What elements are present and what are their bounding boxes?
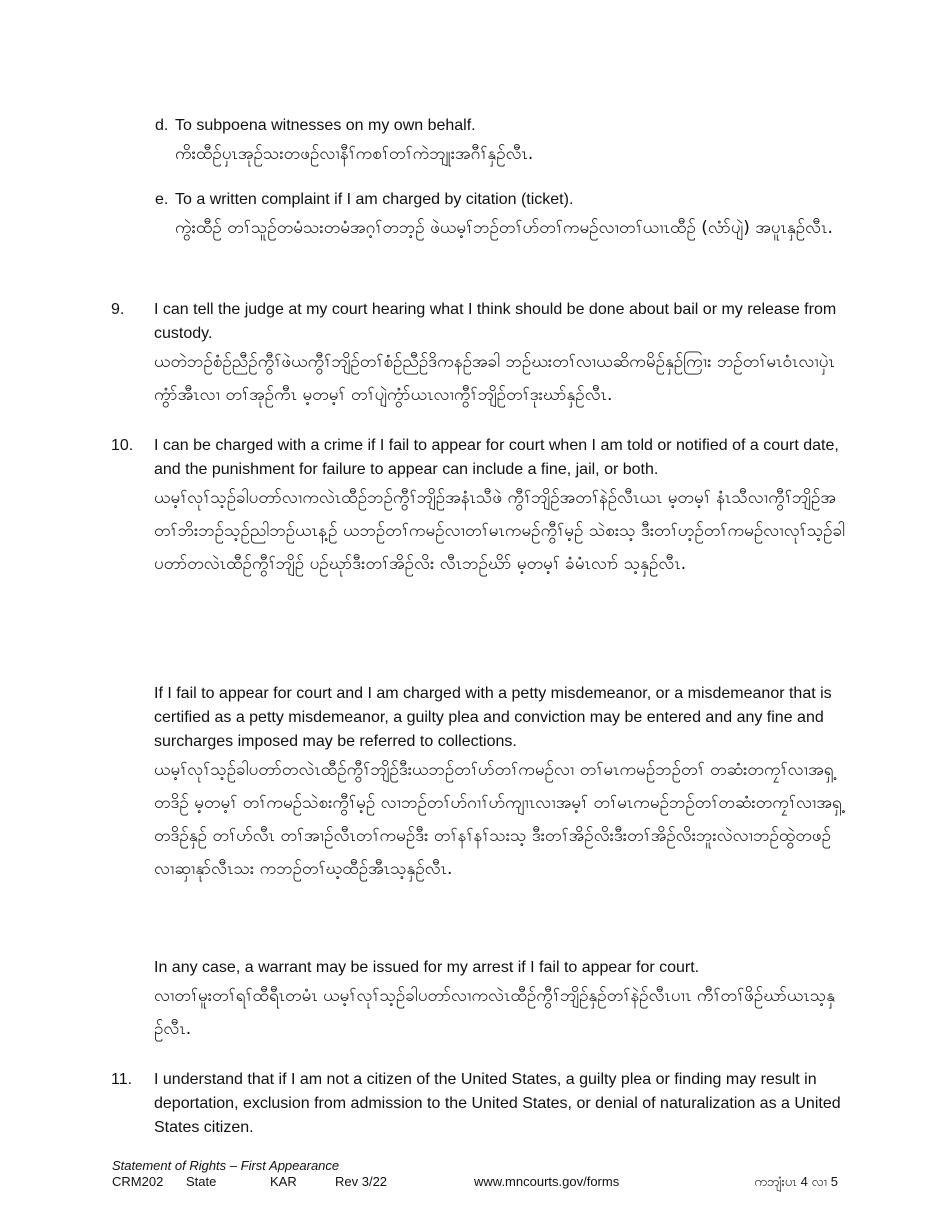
item-english-text: To subpoena witnesses on my own behalf. — [175, 117, 476, 134]
numbered-item-9 — [111, 298, 846, 412]
footer-jurisdiction: State — [186, 1174, 217, 1189]
footer-language-code: KAR — [270, 1174, 297, 1189]
footer-website-link[interactable]: www.mncourts.gov/forms — [474, 1174, 620, 1189]
page-footer — [112, 1158, 842, 1190]
item-number: 10. — [111, 437, 134, 454]
numbered-item-10 — [111, 434, 846, 581]
footer-revision: Rev 3/22 — [335, 1174, 388, 1189]
paragraph-english-text: In any case, a warrant may be issued for my arrest if I fail to appear for court. — [154, 959, 700, 976]
misdemeanor-paragraph — [154, 682, 844, 886]
numbered-item-11 — [111, 1068, 846, 1140]
paragraph-english-text: If I fail to appear for court and I am charged with a petty misdemeanor, or a misdemeanor that is certified as a petty misdemeanor, a guilty plea and conviction may be entered and any fine and surcharges imposed may be referred to collections. — [154, 685, 832, 750]
footer-page-number: ကဘျံးပၤ 4 လၢ 5 — [754, 1174, 838, 1189]
item-label: d. — [155, 117, 169, 134]
item-number: 11. — [111, 1071, 133, 1088]
item-karen-text: ယမ့ၢ်လုၢ်သ့ဉ်ခါပတာ်လၢကလဲၤထီဉ်ဘဉ်ကွီၢ်ဘျိဉ်အနံၤသီဖဲ ကွီၢ်ဘျိဉ်အတၢ်နဲဉ်လီၤယၤ မ့တမ့ၢ် နံၤသီလၢကွီၢ်ဘျိဉ်အတၢ်ဘိးဘဉ်သ့ဉ်ညါဘဉ်ယၤန့ဉ် ယဘဉ်တၢ်ကမဉ်လၢတၢ်မၤကမဉ်ကွီၢ်မ့ဉ် သဲစးသ့ ဒီးတၢ်ဟ့ဉ်တၢ်ကမဉ်လၢလုၢ်သ့ဉ်ခါပတာ်တလဲၤထီဉ်ကွီၢ်ဘျိဉ် ပဉ်ဃုာ်ဒီးတၢ်အိဉ်လိး လီၤဘဉ်ဃိာ် မ့တမ့ၢ် ခံမံၤလၢာ် သ့နှဉ်လီၤ. — [154, 488, 846, 574]
warrant-paragraph — [154, 956, 844, 1046]
item-karen-text: ကိးထီဉ်ပှၤအုဉ်သးတဖဉ်လၢနီၢ်ကစၢ်တၢ်ကဲဘျုးအဂီၢ်နှဉ်လီၤ. — [175, 144, 534, 164]
item-number: 9. — [111, 301, 125, 318]
item-english-text: To a written complaint if I am charged by citation (ticket). — [175, 191, 574, 208]
item-english-text: I can be charged with a crime if I fail to appear for court when I am told or notified of a court date, and the punishment for failure to appear can include a fine, jail, or both. — [154, 437, 839, 478]
paragraph-karen-text: လၢတၢ်မူးတၢ်ရၢ်ထီရီၤတမံၤ ယမ့ၢ်လုၢ်သ့ဉ်ခါပတာ်လၢကလဲၤထီဉ်ကွီၢ်ဘျိဉ်နှဉ်တၢ်နဲဉ်လီၤပၢၤ ကီၢ်တၢ်ဖိဉ်ဃာ်ယၤသ့နှဉ်လီၤ. — [154, 986, 835, 1039]
item-english-text: I understand that if I am not a citizen of the United States, a guilty plea or finding may result in deportation, exclusion from admission to the United States, or denial of naturalization as a United States citizen. — [154, 1071, 841, 1136]
right-item-d — [155, 114, 845, 171]
item-karen-text: ကွဲးထီဉ် တၢ်သူဉ်တမံသးတမံအဂ့ၢ်တဘ့ဉ် ဖဲယမ့ၢ်ဘဉ်တၢ်ဟ်တၢ်ကမဉ်လၢတၢ်ယၢၤထီဉ် (လံာ်ပျဲ) အပူၤနှဉ်လီၤ. — [175, 218, 833, 238]
paragraph-karen-text: ယမ့ၢ်လုၢ်သ့ဉ်ခါပတာ်တလဲၤထီဉ်ကွီၢ်ဘျိဉ်ဒီးယဘဉ်တၢ်ဟ်တၢ်ကမဉ်လၢ တၢ်မၤကမဉ်ဘဉ်တၢ် တဆံးတကၠၢ်လၢအရှ့တဒိဉ် မ့တမ့ၢ် တၢ်ကမဉ်သဲစးကွီၢ်မ့ဉ် လၢဘဉ်တၢ်ဟ်ဂၢၢ်ဟ်ကျၢၤလၢအမ့ၢ် တၢ်မၤကမဉ်ဘဉ်တၢ်တဆံးတကၠၢ်လၢအရှ့တဒိဉ်နှဉ် တၢ်ဟ်လီၤ တၢ်အၢဉ်လီၤတၢ်ကမဉ်ဒီး တၢ်နၢ်နၢ်သးသ့ ဒီးတၢ်အိဉ်လိးဒီးတၢ်အိဉ်လိးဘူးလဲလၢဘဉ်ထွဲတဖဉ် လၢဆှၢနုာ်လီၤသး ကဘဉ်တၢ်ဃ့ထီဉ်အီၤသ့နှဉ်လီၤ. — [154, 760, 842, 879]
item-english-text: I can tell the judge at my court hearing what I think should be done about bail or my release from custody. — [154, 301, 837, 342]
item-label: e. — [155, 191, 169, 208]
footer-form-code: CRM202 — [112, 1174, 164, 1189]
right-item-e — [155, 188, 845, 245]
item-karen-text: ယတဲဘဉ်စံဉ်ညီဉ်ကွီၢ်ဖဲယကွီၢ်ဘျိဉ်တၢ်စံဉ်ညီဉ်ဒိကနဉ်အခါ ဘဉ်ဃးတၢ်လၢယဆိကမိဉ်နှဉ်ကြၢး ဘဉ်တၢ်မၤဝံၤလၢပှဲၤကွံာ်အီၤလၢ တၢ်အုဉ်ကီၤ မ့တမ့ၢ် တၢ်ပျဲကွံာ်ယၤလၢကွီၢ်ဘျိဉ်တၢ်ဒုးဃာ်နှဉ်လီၤ. — [154, 352, 835, 405]
footer-form-title: Statement of Rights – First Appearance — [112, 1158, 340, 1173]
